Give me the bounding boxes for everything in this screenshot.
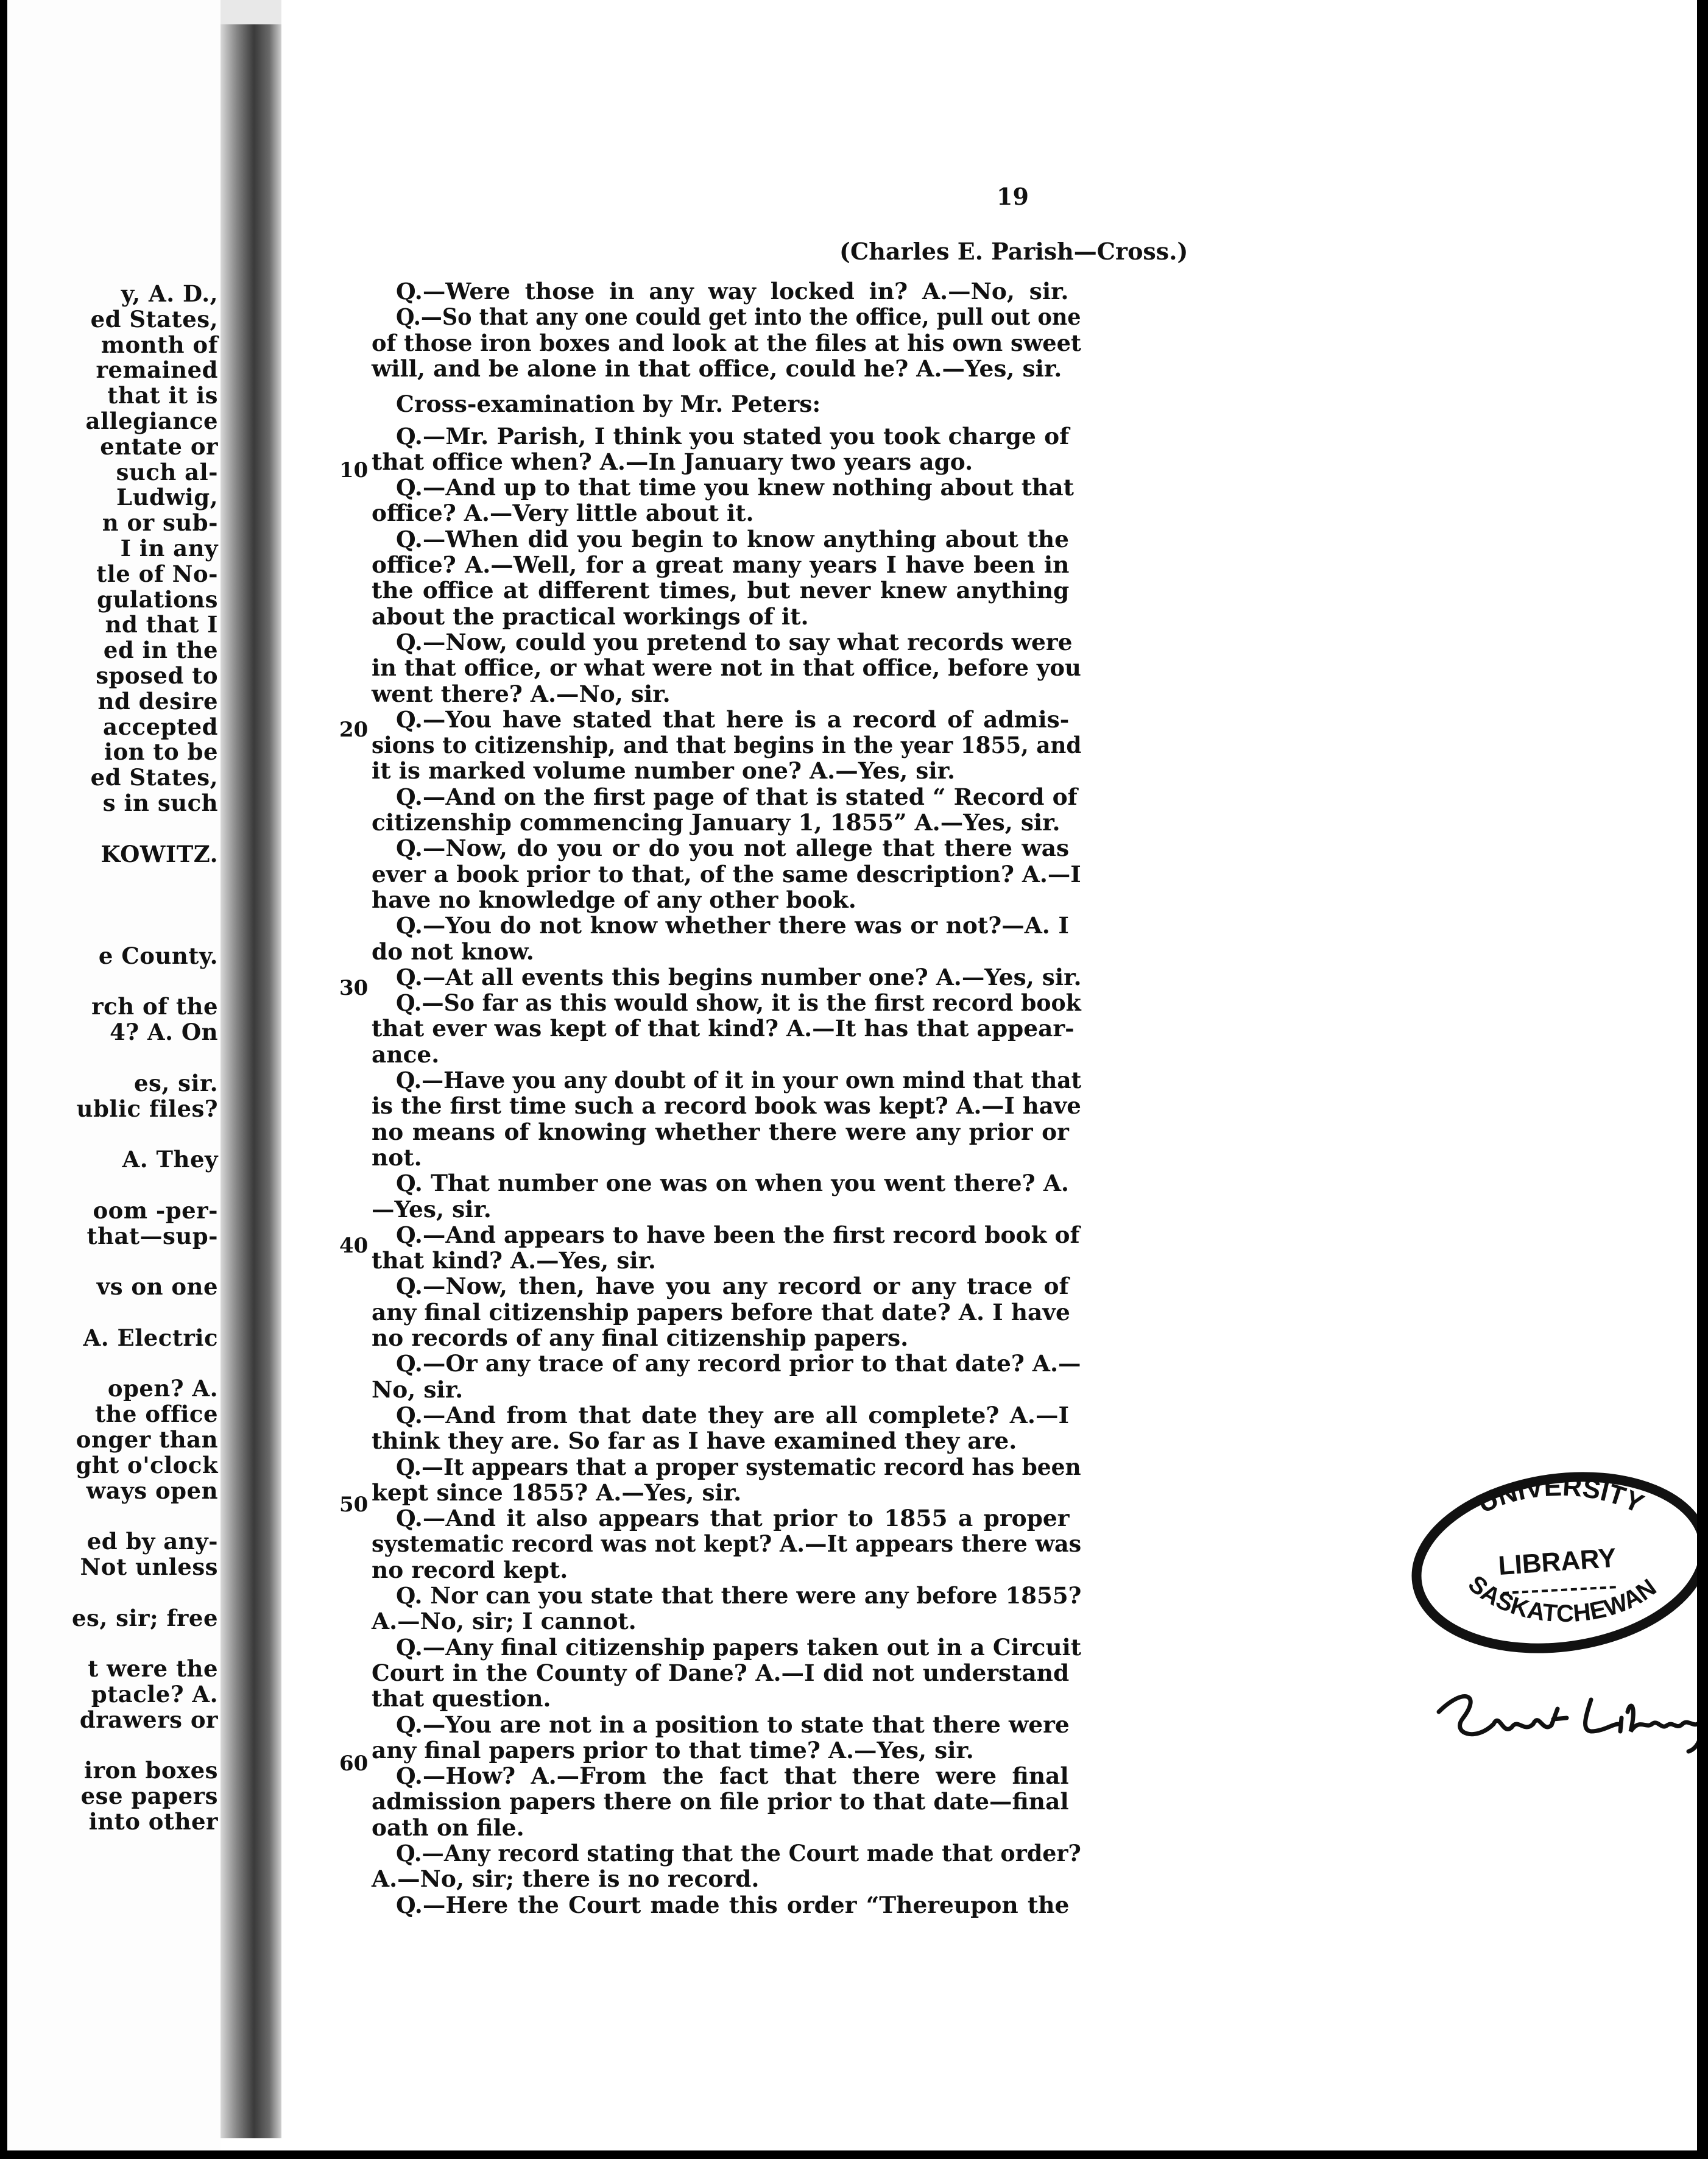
facing-page-line: ed in the [103,637,218,664]
stamp-bottom-text: SASKATCHEWAN [1463,1570,1662,1628]
facing-page-line: ed States, [90,305,218,333]
transcript-line: A.—No, sir; there is no record. [372,1865,760,1893]
transcript-line: No, sir. [372,1376,464,1403]
transcript-line: Q.—Have you any doubt of it in your own mind that that [396,1067,1082,1094]
transcript-line: office? A.—Well, for a great many years I have been in [372,551,1070,578]
transcript-line: think they are. So far as I have examined they are. [372,1427,1017,1455]
transcript-line: Q. Nor can you state that there were any before 1855? [396,1582,1082,1609]
facing-page-line: vs on one [96,1273,218,1301]
transcript-line: the office at different times, but never knew anything [372,577,1070,604]
facing-page-line: y, A. D., [121,280,218,307]
line-number: 50 [339,1493,369,1517]
facing-page-line: that it is [107,382,218,409]
transcript-line: will, and be alone in that office, could he? A.—Yes, sir. [372,355,1062,382]
line-number: 30 [339,976,369,1000]
facing-page-line: ublic files? [76,1095,218,1122]
transcript-line: systematic record was not kept? A.—It appears there was [372,1530,1082,1558]
handwritten-signature [1427,1675,1708,1754]
facing-page-line: n or sub- [102,509,218,537]
book-gutter-shadow [221,24,281,2138]
transcript-line: Q.—Now, could you pretend to say what records were [396,628,1073,655]
facing-page-line: remained [96,356,218,384]
transcript-line: Q.—Mr. Parish, I think you stated you took charge of [396,422,1070,450]
facing-page-line: onger than [76,1426,218,1453]
facing-page-line: t were the [88,1655,218,1683]
facing-page-line: rch of the [91,993,218,1020]
facing-page-line: tle of No- [96,560,218,587]
transcript-line: Q.—Now, do you or do you not allege that there was [396,835,1070,862]
transcript-line: no record kept. [372,1556,568,1583]
transcript-line: —Yes, sir. [372,1195,492,1223]
transcript-line: citizenship commencing January 1, 1855” A.—Yes, sir. [372,809,1060,836]
page-number: 19 [997,183,1029,210]
transcript-line: Q.—How? A.—From the fact that there were final [396,1762,1069,1790]
transcript-line: no means of knowing whether there were any prior or [372,1118,1069,1145]
transcript-line: Q.—So that any one could get into the office, pull out one [396,303,1081,331]
facing-page-line: oom -per- [93,1196,218,1224]
facing-page-line: ese papers [80,1783,218,1810]
transcript-line: A.—No, sir; I cannot. [372,1608,637,1635]
facing-page-line: es, sir. [134,1069,218,1097]
transcript-line: Q.—Any record stating that the Court made that order? [396,1840,1081,1867]
transcript-line: office? A.—Very little about it. [372,500,754,527]
scan-edge-left [0,0,7,2159]
transcript-line: Q.—And on the first page of that is stated “ Record of [396,783,1078,810]
facing-page-line: ed by any- [86,1528,218,1555]
facing-page-line: I in any [120,535,218,562]
facing-page-line: ed States, [90,764,218,791]
scan-edge-right [1697,0,1708,2159]
facing-page-line: gulations [97,585,218,613]
transcript-line: Q.—Were those in any way locked in? A.—No, sir. [396,278,1069,305]
facing-page-line: s in such [102,790,218,816]
transcript-line: do not know. [372,938,534,965]
transcript-line: Q.—Now, then, have you any record or any trace of [396,1273,1069,1300]
transcript-line: ever a book prior to that, of the same description? A.—I [372,860,1081,888]
line-number: 40 [339,1234,369,1258]
transcript-line: in that office, or what were not in that office, before you [372,654,1081,682]
transcript-line: that office when? A.—In January two years ago. [372,448,973,475]
facing-page-line: into other [88,1808,218,1835]
transcript-line: have no knowledge of any other book. [372,886,856,913]
transcript-line: no records of any final citizenship papers. [372,1324,909,1351]
transcript-line: is the first time such a record book was kept? A.—I have [372,1092,1081,1120]
facing-page-line: Ludwig, [116,484,218,511]
transcript-line: Q.—When did you begin to know anything about the [396,525,1069,553]
transcript-line: Q.—Or any trace of any record prior to that date? A.— [396,1350,1081,1377]
transcript-line: Q.—And it also appears that prior to 1855 a proper [396,1505,1070,1532]
transcript-line: Cross-examination by Mr. Peters: [396,390,821,418]
transcript-line: went there? A.—No, sir. [372,680,671,707]
transcript-line: that kind? A.—Yes, sir. [372,1247,656,1274]
transcript-line: it is marked volume number one? A.—Yes, sir. [372,757,956,785]
stamp-top-text: UNIVERSITY [1473,1471,1648,1519]
transcript-line: ance. [372,1041,440,1068]
facing-page-line: accepted [103,713,218,740]
facing-page-line: the office [94,1401,218,1428]
facing-page-line: KOWITZ. [101,840,218,867]
facing-page-line: ion to be [104,738,218,766]
gutter-top [221,0,281,24]
transcript-line: Q.—You do not know whether there was or not?—A. I [396,912,1069,939]
facing-page-line: es, sir; free [71,1604,218,1631]
transcript-line: Q.—And from that date they are all complete? A.—I [396,1401,1069,1429]
transcript-line: Q.—Here the Court made this order “Thereupon the [396,1891,1070,1918]
transcript-line: Q.—And appears to have been the first record book of [396,1221,1080,1248]
stamp-dashes [1503,1587,1618,1593]
scan-edge-bottom [0,2150,1708,2159]
facing-page-line: such al- [116,458,218,486]
facing-page-line: ways open [86,1477,218,1504]
transcript-line: any final papers prior to that time? A.—Yes, sir. [372,1736,974,1764]
facing-page-line: 4? A. On [110,1019,218,1046]
transcript-line: Court in the County of Dane? A.—I did not understand [372,1659,1070,1686]
facing-page-line: nd that I [105,611,218,638]
transcript-line: that question. [372,1685,551,1712]
running-header: (Charles E. Parish—Cross.) [839,238,1188,265]
transcript-line: about the practical workings of it. [372,602,809,630]
stamp-middle-text: LIBRARY [1497,1542,1617,1581]
facing-page-line: nd desire [97,687,218,715]
facing-page-line: A. Electric [83,1324,218,1351]
facing-page-fragment [7,0,221,2159]
facing-page-line: entate or [100,433,218,460]
transcript-line: of those iron boxes and look at the files at his own sweet [372,329,1082,356]
transcript-line: that ever was kept of that kind? A.—It has that appear- [372,1015,1075,1042]
page [281,0,1697,2150]
transcript-line: Q.—At all events this begins number one? A.—Yes, sir. [396,963,1082,991]
facing-page-line: ptacle? A. [91,1681,218,1708]
facing-page-line: allegiance [85,408,218,434]
transcript-line: oath on file. [372,1814,524,1841]
transcript-line: admission papers there on file prior to that date—final [372,1788,1069,1815]
line-number: 10 [339,458,369,482]
facing-page-line: A. They [122,1146,218,1173]
transcript-line: Q.—So far as this would show, it is the first record book [396,989,1081,1017]
transcript-line: Q.—Any final citizenship papers taken out in a Circuit [396,1633,1082,1661]
transcript-line: sions to citizenship, and that begins in the year 1855, and [372,732,1082,759]
facing-page-line: month of [101,331,218,358]
line-number: 60 [339,1751,369,1776]
library-stamp [1402,1468,1708,1657]
transcript-line: Q.—You have stated that here is a record of admis- [396,705,1070,733]
transcript-line: kept since 1855? A.—Yes, sir. [372,1479,742,1506]
transcript-line: Q. That number one was on when you went there? A. [396,1170,1069,1197]
facing-page-line: Not unless [80,1553,218,1580]
facing-page-line: open? A. [107,1375,218,1402]
facing-page-line: sposed to [96,662,218,689]
transcript-line: not. [372,1143,422,1171]
facing-page-line: drawers or [79,1706,218,1733]
facing-page-line: that—sup- [86,1222,218,1249]
facing-page-line: iron boxes [84,1757,218,1784]
facing-page-line: e County. [98,942,218,969]
line-number: 20 [339,718,369,742]
transcript-line: Q.—You are not in a position to state that there were [396,1711,1070,1738]
transcript-line: Q.—It appears that a proper systematic record has been [396,1453,1081,1480]
facing-page-line: ght o'clock [76,1451,218,1479]
transcript-line: Q.—And up to that time you knew nothing about that [396,474,1074,501]
transcript-line: any final citizenship papers before that date? A. I have [372,1298,1070,1326]
